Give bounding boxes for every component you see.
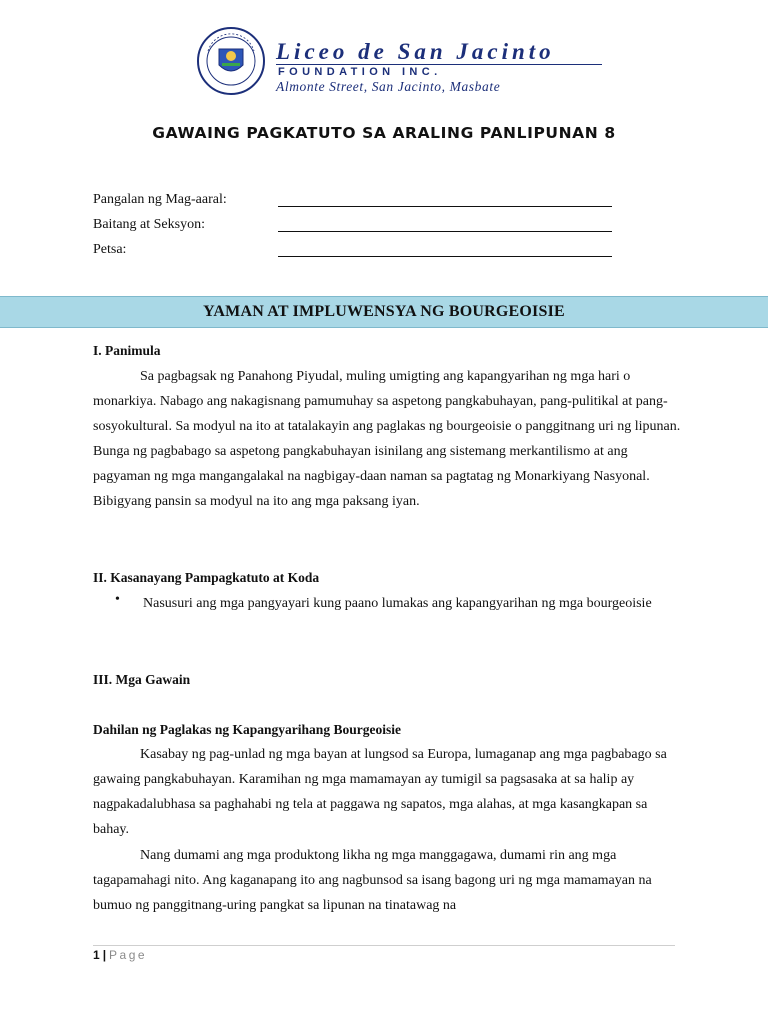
letterhead-rule (276, 64, 602, 65)
panimula-text: Sa pagbagsak ng Panahong Piyudal, muling umigting ang kapangyarihan ng mga hari o monarkiya. Nabago ang nakagisnang pamumuhay sa aspetong pangkabuhayan, pang-pulitikal at pang-sosyokultural. Sa modyul na ito at tatalakayin ang paglakas ng bourgeoisie o panggitnang uri ng lipunan. Bunga ng pagbabago sa aspetong pangkabuhayan isinilang ang sistemang merkantilismo at ang pagyaman ng mga mangangalakal na nagbigay-daan naman sa pagtatag ng Monarkiyang Nasyonal. Bibigyang pansin sa modyul na ito ang mga paksang iyan. (93, 369, 681, 509)
dahilan-paragraph-1 (93, 742, 683, 842)
bullet-icon: • (115, 592, 120, 607)
school-name: Liceo de San Jacinto (276, 39, 555, 64)
dahilan-text-2: Nang dumami ang mga produktong likha ng mga manggagawa, dumami rin ang mga tagapamahagi nito. Ang kaganapang ito ang nagbunsod sa isang bagong uri ng mga mamamayan na bumuo ng panggitnang-uring pangkat sa lipunan na tinatawag na (93, 848, 652, 913)
kasanayan-heading: II. Kasanayang Pampagkatuto at Koda (93, 570, 320, 585)
dahilan-text-1: Kasabay ng pag-unlad ng mga bayan at lungsod sa Europa, lumaganap ang mga pagbabago sa gawaing pangkabuhayan. Karamihan ng mga mamamayan ay tumigil sa pagsasaka at sa halip ay nagpakadalubhasa sa paghahabi ng tela at paggawa ng sapatos, mga alahas, at mga kasangkapan sa bahay. (93, 747, 667, 837)
dahilan-paragraph-2 (93, 843, 683, 918)
school-address: Almonte Street, San Jacinto, Masbate (276, 79, 501, 94)
dahilan-heading: Dahilan ng Paglakas ng Kapangyarihang Bourgeoisie (93, 722, 401, 737)
school-seal-icon (196, 27, 266, 95)
grade-section-field-label: Baitang at Seksyon: (93, 217, 205, 232)
school-subtitle: FOUNDATION INC. (278, 66, 442, 78)
date-field-line[interactable] (278, 256, 612, 257)
kasanayan-bullet-text: Nasusuri ang mga pangyayari kung paano lumakas ang kapangyarihan ng mga bourgeoisie (143, 596, 652, 611)
panimula-heading: I. Panimula (93, 343, 161, 358)
name-field-label: Pangalan ng Mag-aaral: (93, 192, 227, 207)
footer-divider (93, 945, 675, 946)
panimula-paragraph (93, 364, 683, 514)
topic-banner: YAMAN AT IMPLUWENSYA NG BOURGEOISIE (0, 296, 768, 328)
name-field-line[interactable] (278, 206, 612, 207)
gawain-heading: III. Mga Gawain (93, 672, 191, 687)
date-field-label: Petsa: (93, 242, 127, 257)
page-number: 1 (93, 948, 100, 962)
footer-separator: | (102, 948, 107, 962)
letterhead (196, 27, 616, 97)
grade-section-field-line[interactable] (278, 231, 612, 232)
page-footer (93, 948, 147, 962)
page-label: Page (109, 948, 148, 962)
document-title: GAWAING PAGKATUTO SA ARALING PANLIPUNAN 8 (152, 124, 616, 142)
